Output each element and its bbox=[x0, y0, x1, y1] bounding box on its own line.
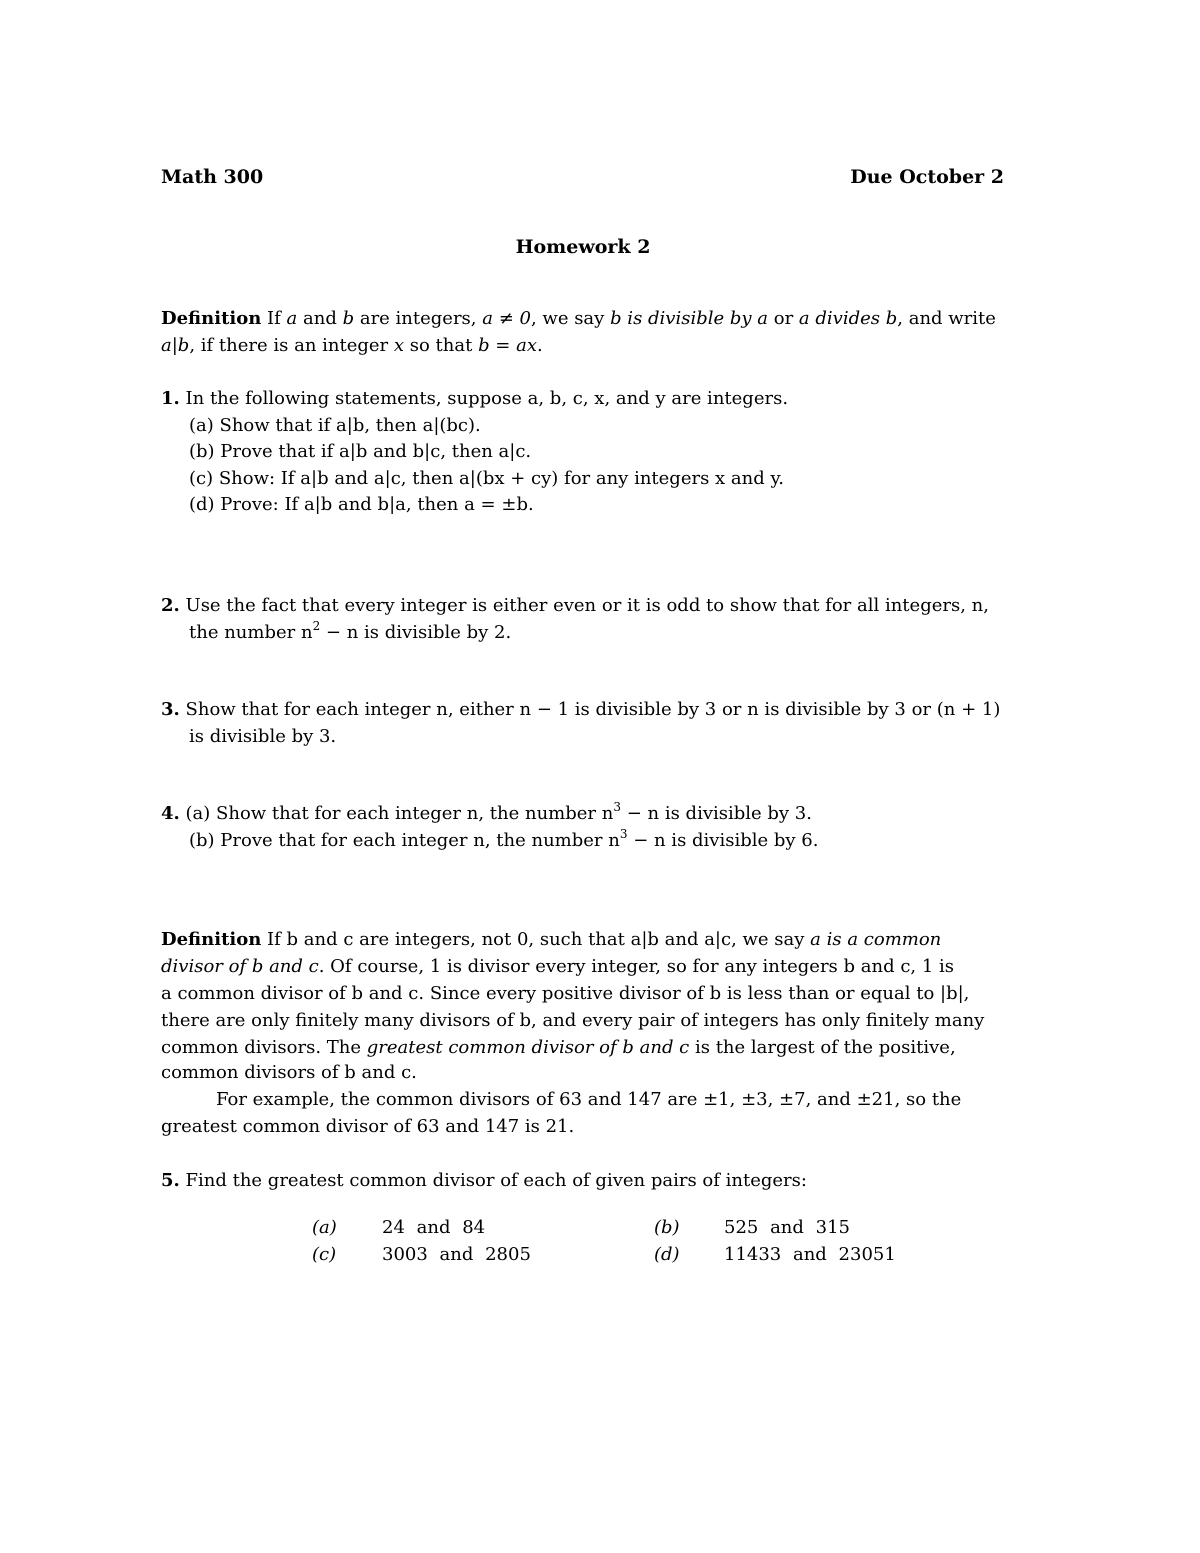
text: is the largest of the positive, bbox=[689, 1037, 956, 1058]
definition-1-line-1 bbox=[161, 308, 996, 330]
text: common divisors. The bbox=[161, 1037, 367, 1058]
emphasis: divisor of b and c bbox=[161, 956, 319, 977]
problem-1c: (c) Show: If a|b and a|c, then a|(bx + cy) for any integers x and y. bbox=[189, 468, 784, 489]
problem-1b: (b) Prove that if a|b and b|c, then a|c. bbox=[189, 441, 532, 462]
text: − n is divisible by 2. bbox=[320, 622, 512, 643]
definition-2-line-5 bbox=[161, 1037, 956, 1059]
problem-1d: (d) Prove: If a|b and b|a, then a = ±b. bbox=[189, 494, 534, 515]
text: the number n bbox=[189, 622, 313, 643]
emphasis: b is divisible by a bbox=[610, 308, 769, 329]
page-title: Homework 2 bbox=[515, 236, 651, 258]
example-line-2: greatest common divisor of 63 and 147 is 21. bbox=[161, 1116, 575, 1137]
problem-2-line-2 bbox=[189, 619, 512, 644]
problem-number: 2. bbox=[161, 595, 180, 616]
text: In the following statements, suppose a, b, c, x, and y are integers. bbox=[179, 388, 789, 409]
pair-value: 24 and 84 bbox=[382, 1217, 486, 1238]
emphasis: greatest common divisor of b and c bbox=[366, 1037, 690, 1058]
due-date: Due October 2 bbox=[850, 166, 1004, 188]
text: . bbox=[537, 335, 543, 356]
pair-value: 3003 and 2805 bbox=[382, 1244, 531, 1265]
problem-4a bbox=[161, 800, 812, 825]
emphasis: a divides bbox=[798, 308, 880, 329]
text: − n is divisible by 3. bbox=[620, 803, 812, 824]
text: Use the fact that every integer is either even or it is odd to show that for all integers, n, bbox=[179, 595, 989, 616]
definition-2-line-4: there are only finitely many divisors of b, and every pair of integers has only finitely many bbox=[161, 1010, 985, 1031]
text: If bbox=[261, 308, 287, 329]
pair-value: 11433 and 23051 bbox=[724, 1244, 896, 1265]
text: , if there is an integer bbox=[189, 335, 394, 356]
pair-value: 525 and 315 bbox=[724, 1217, 851, 1238]
problem-2-line-1 bbox=[161, 595, 989, 617]
text: . Of course, 1 is divisor every integer, so for any integers b and c, 1 is bbox=[318, 956, 955, 977]
exponent: 2 bbox=[312, 619, 321, 633]
example-line-1: For example, the common divisors of 63 and 147 are ±1, ±3, ±7, and ±21, so the bbox=[216, 1089, 962, 1110]
problem-number: 1. bbox=[161, 388, 180, 409]
problem-1a: (a) Show that if a|b, then a|(bc). bbox=[189, 415, 481, 436]
pair-label: (c) bbox=[312, 1244, 337, 1265]
problem-number: 4. bbox=[161, 803, 180, 824]
text: are integers, bbox=[354, 308, 483, 329]
definition-2-line-3: a common divisor of b and c. Since every positive divisor of b is less than or equal to |b|, bbox=[161, 983, 970, 1004]
definition-label: Definition bbox=[161, 308, 262, 329]
text: , and write bbox=[897, 308, 996, 329]
definition-2-line-6: common divisors of b and c. bbox=[161, 1062, 417, 1083]
problem-3-line-2: is divisible by 3. bbox=[189, 726, 337, 747]
problem-number: 5. bbox=[161, 1170, 180, 1191]
math: x bbox=[393, 335, 405, 356]
text: and bbox=[297, 308, 343, 329]
table-row bbox=[312, 1241, 996, 1268]
text: (b) Prove that for each integer n, the number n bbox=[189, 830, 620, 851]
course-name: Math 300 bbox=[161, 166, 264, 188]
problem-5-intro bbox=[161, 1170, 807, 1192]
pair-label: (a) bbox=[312, 1217, 337, 1238]
definition-2-line-1 bbox=[161, 929, 941, 951]
gcd-pairs-table bbox=[312, 1214, 996, 1268]
definition-label: Definition bbox=[161, 929, 262, 950]
exponent: 3 bbox=[619, 827, 628, 841]
text: or bbox=[768, 308, 799, 329]
text: Find the greatest common divisor of each of given pairs of integers: bbox=[179, 1170, 807, 1191]
emphasis: a is a common bbox=[810, 929, 942, 950]
math: b bbox=[885, 308, 898, 329]
problem-4b bbox=[189, 827, 819, 852]
text: If b and c are integers, not 0, such that a|b and a|c, we say bbox=[261, 929, 811, 950]
problem-number: 3. bbox=[161, 699, 180, 720]
text: (a) Show that for each integer n, the number n bbox=[179, 803, 614, 824]
text: so that bbox=[404, 335, 479, 356]
pair-label: (d) bbox=[654, 1244, 680, 1265]
math: a ≠ 0 bbox=[482, 308, 531, 329]
text: − n is divisible by 6. bbox=[627, 830, 819, 851]
definition-1-line-2 bbox=[161, 335, 543, 357]
math: b bbox=[342, 308, 355, 329]
math: a|b bbox=[161, 335, 190, 356]
definition-2-line-2 bbox=[161, 956, 954, 978]
exponent: 3 bbox=[613, 800, 621, 814]
math: b = ax bbox=[478, 335, 537, 356]
table-row bbox=[312, 1214, 996, 1241]
problem-1-intro bbox=[161, 388, 788, 410]
text: , we say bbox=[530, 308, 611, 329]
problem-3-line-1 bbox=[161, 699, 1000, 721]
pair-label: (b) bbox=[654, 1217, 680, 1238]
text: Show that for each integer n, either n − 1 is divisible by 3 or n is divisible by 3 or (n + 1) bbox=[179, 699, 1001, 720]
math: a bbox=[286, 308, 298, 329]
